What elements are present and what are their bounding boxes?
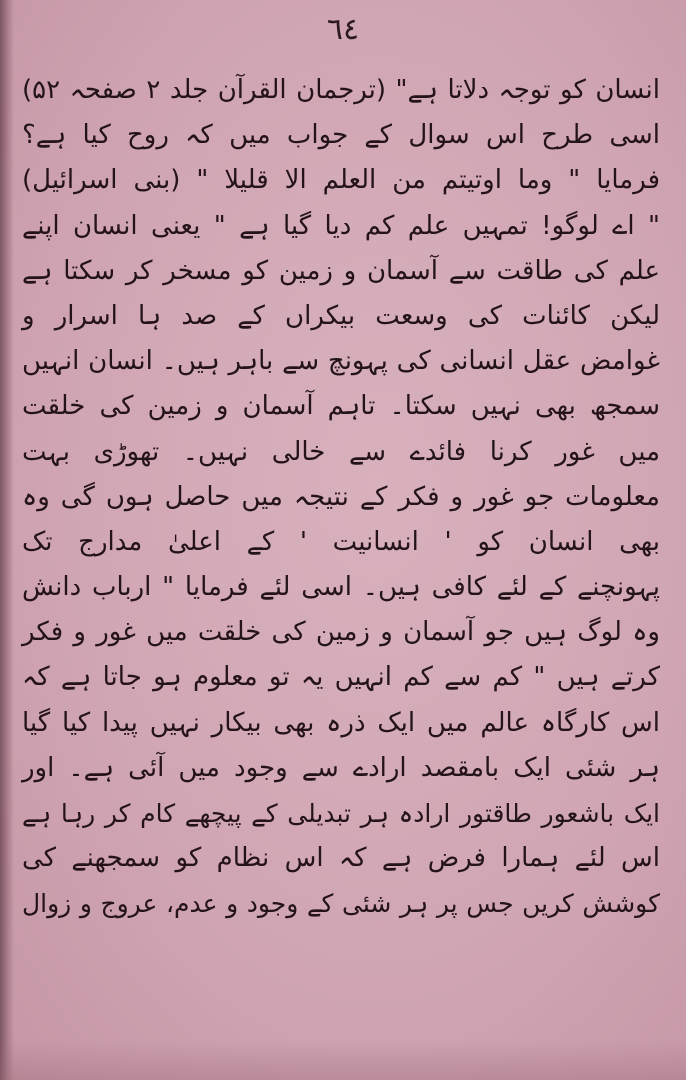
text-line: کوشش کریں جس پر ہر شئی کے وجود و عدم، عروج و زوال [22,889,660,919]
text-line: ہر شئی ایک بامقصد ارادے سے وجود میں آئی ہے۔ اور [22,752,660,783]
text-line: فرمایا " وما اوتیتم من العلم الا قلیلا " (بنی اسرائیل) [22,165,660,196]
text-line: بھی انسان کو ' انسانیت ' کے اعلیٰ مدارج تک [22,526,660,557]
text-line: سمجھ بھی نہیں سکتا۔ تاہم آسمان و زمین کی خلقت [22,391,660,422]
text-line: ایک باشعور طاقتور ارادہ ہر تبدیلی کے پیچھے کام کر رہا ہے [22,799,660,828]
page-number: ٦٤ [326,12,360,47]
text-line: میں غور کرنا فائدے سے خالی نہیں۔ تھوڑی بہت [22,436,660,467]
text-line: پہونچنے کے لئے کافی ہیں۔ اسی لئے فرمایا " ارباب دانش [22,572,660,603]
text-line: وہ لوگ ہیں جو آسمان و زمین کی خلقت میں غور و فکر [22,617,660,648]
text-line: اس لئے ہمارا فرض ہے کہ اس نظام کو سمجھنے کی [22,843,660,874]
text-line: معلومات جو غور و فکر کے نتیجہ میں حاصل ہوں گی وہ [22,481,660,512]
text-line: " اے لوگو! تمہیں علم کم دیا گیا ہے " یعنی انسان اپنے [22,210,660,241]
body-text [14,68,668,927]
text-line: اس کارگاہ عالم میں ایک ذرہ بھی بیکار نہیں پیدا کیا گیا [22,707,660,738]
text-line: انسان کو توجہ دلاتا ہے" (ترجمان القرآن جلد ۲ صفحہ ۵۲) [22,75,661,105]
text-line: علم کی طاقت سے آسمان و زمین کو مسخر کر سکتا ہے [22,255,660,286]
binding-shadow [0,0,14,1080]
text-line: غوامض عقل انسانی کی پہونچ سے باہر ہیں۔ انسان انہیں [22,346,660,377]
text-line: کرتے ہیں " کم سے کم انہیں یہ تو معلوم ہو جاتا ہے کہ [22,662,660,693]
page-bottom-shadow [0,1040,686,1080]
text-line: لیکن کائنات کی وسعت بیکراں کے صد ہا اسرار و [22,300,660,331]
text-line: اسی طرح اس سوال کے جواب میں کہ روح کیا ہے؟ [22,120,660,151]
